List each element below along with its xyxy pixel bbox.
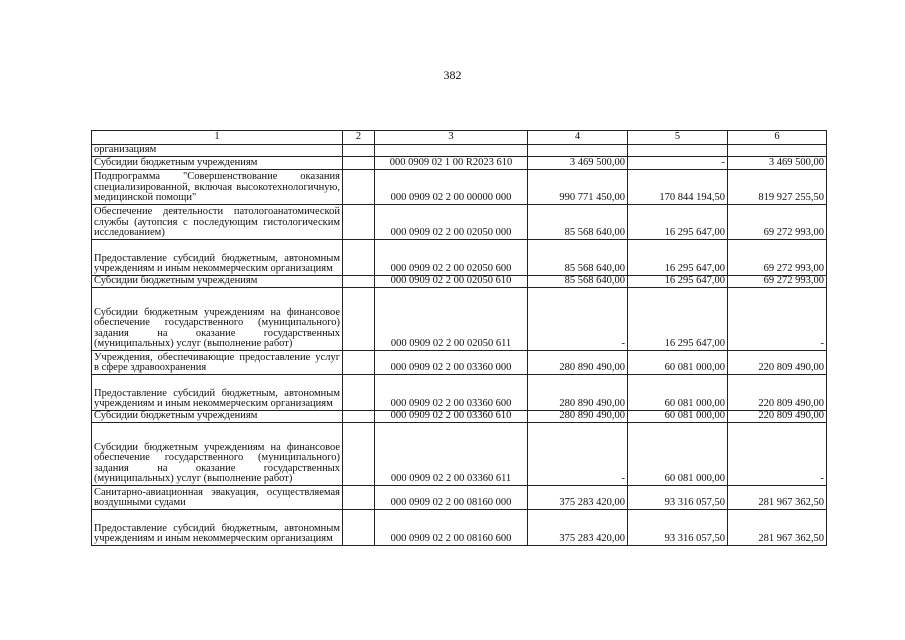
row-approved-cell: 375 283 420,00 — [528, 485, 628, 509]
table-row — [92, 275, 827, 287]
row-col6-cell: 220 809 490,00 — [728, 410, 827, 422]
row-col2-cell — [343, 204, 375, 239]
row-name-cell: Субсидии бюджетным учреждениям — [92, 275, 343, 287]
row-col6-cell: 819 927 255,50 — [728, 169, 827, 204]
row-col5-cell: 16 295 647,00 — [628, 204, 728, 239]
row-code-cell: 000 0909 02 2 00 03360 000 — [375, 350, 528, 374]
row-code-cell: 000 0909 02 2 00 03360 610 — [375, 410, 528, 422]
table-row — [92, 169, 827, 204]
row-code-cell: 000 0909 02 2 00 02050 611 — [375, 287, 528, 350]
row-col5-cell: 93 316 057,50 — [628, 485, 728, 509]
row-name-cell: Субсидии бюджетным учреждениям на финансовое обеспечение государственного (муниципального) задания на оказание государственных (муниципальных) услуг (выполнение работ) — [92, 287, 343, 350]
row-col2-cell — [343, 145, 375, 157]
table-row — [92, 350, 827, 374]
column-header: 4 — [528, 131, 628, 145]
row-approved-cell: - — [528, 287, 628, 350]
row-code-cell: 000 0909 02 2 00 00000 000 — [375, 169, 528, 204]
row-code-cell: 000 0909 02 2 00 08160 600 — [375, 509, 528, 545]
row-col2-cell — [343, 422, 375, 485]
row-col5-cell: 60 081 000,00 — [628, 410, 728, 422]
row-code-cell: 000 0909 02 2 00 02050 610 — [375, 275, 528, 287]
table-row — [92, 145, 827, 157]
row-col5-cell: 60 081 000,00 — [628, 374, 728, 410]
row-col5-cell: - — [628, 156, 728, 169]
row-code-cell: 000 0909 02 2 00 08160 000 — [375, 485, 528, 509]
row-col6-cell: 281 967 362,50 — [728, 485, 827, 509]
row-code-cell: 000 0909 02 2 00 03360 600 — [375, 374, 528, 410]
row-name-cell: Учреждения, обеспечивающие предоставление услуг в сфере здравоохранения — [92, 350, 343, 374]
row-col2-cell — [343, 509, 375, 545]
row-col2-cell — [343, 169, 375, 204]
row-approved-cell: 280 890 490,00 — [528, 374, 628, 410]
row-name-cell: Предоставление субсидий бюджетным, автономным учреждениям и иным некоммерческим организациям — [92, 239, 343, 275]
table-row — [92, 509, 827, 545]
row-col5-cell: 16 295 647,00 — [628, 239, 728, 275]
row-col2-cell — [343, 410, 375, 422]
table-row — [92, 410, 827, 422]
row-code-cell: 000 0909 02 1 00 R2023 610 — [375, 156, 528, 169]
table-row — [92, 485, 827, 509]
row-col6-cell: 281 967 362,50 — [728, 509, 827, 545]
column-header: 3 — [375, 131, 528, 145]
row-approved-cell: 85 568 640,00 — [528, 204, 628, 239]
row-name-cell: Субсидии бюджетным учреждениям — [92, 410, 343, 422]
column-header: 2 — [343, 131, 375, 145]
row-name-cell: Обеспечение деятельности патологоанатомической службы (аутопсия с последующим гистологическим исследованием) — [92, 204, 343, 239]
row-name-cell: Предоставление субсидий бюджетным, автономным учреждениям и иным некоммерческим организациям — [92, 509, 343, 545]
row-col6-cell: - — [728, 287, 827, 350]
table-row — [92, 422, 827, 485]
page-number: 382 — [443, 68, 462, 82]
row-col6-cell: 3 469 500,00 — [728, 156, 827, 169]
row-approved-cell: 85 568 640,00 — [528, 275, 628, 287]
row-col5-cell: 16 295 647,00 — [628, 287, 728, 350]
row-approved-cell — [528, 145, 628, 157]
row-approved-cell: 990 771 450,00 — [528, 169, 628, 204]
row-col2-cell — [343, 239, 375, 275]
column-header: 5 — [628, 131, 728, 145]
row-code-cell: 000 0909 02 2 00 02050 600 — [375, 239, 528, 275]
row-code-cell: 000 0909 02 2 00 03360 611 — [375, 422, 528, 485]
row-col5-cell: 170 844 194,50 — [628, 169, 728, 204]
row-col5-cell — [628, 145, 728, 157]
column-header: 6 — [728, 131, 827, 145]
row-col5-cell: 60 081 000,00 — [628, 422, 728, 485]
row-col6-cell: 220 809 490,00 — [728, 350, 827, 374]
row-approved-cell: 85 568 640,00 — [528, 239, 628, 275]
column-header: 1 — [92, 131, 343, 145]
row-col2-cell — [343, 287, 375, 350]
table-row — [92, 239, 827, 275]
table-row — [92, 204, 827, 239]
row-approved-cell: - — [528, 422, 628, 485]
row-col5-cell: 60 081 000,00 — [628, 350, 728, 374]
row-col6-cell: 69 272 993,00 — [728, 275, 827, 287]
table-row — [92, 374, 827, 410]
row-col2-cell — [343, 350, 375, 374]
row-col5-cell: 93 316 057,50 — [628, 509, 728, 545]
row-name-cell: Предоставление субсидий бюджетным, автономным учреждениям и иным некоммерческим организациям — [92, 374, 343, 410]
row-col2-cell — [343, 156, 375, 169]
row-col2-cell — [343, 275, 375, 287]
row-code-cell — [375, 145, 528, 157]
table-row — [92, 156, 827, 169]
row-col6-cell: - — [728, 422, 827, 485]
row-approved-cell: 375 283 420,00 — [528, 509, 628, 545]
row-name-cell: Санитарно-авиационная эвакуация, осуществляемая воздушными судами — [92, 485, 343, 509]
row-name-cell: Субсидии бюджетным учреждениям — [92, 156, 343, 169]
row-name-cell: Субсидии бюджетным учреждениям на финансовое обеспечение государственного (муниципального) задания на оказание государственных (муниципальных) услуг (выполнение работ) — [92, 422, 343, 485]
row-col6-cell: 69 272 993,00 — [728, 204, 827, 239]
row-name-cell: Подпрограмма "Совершенствование оказания специализированной, включая высокотехнологичную, медицинской помощи" — [92, 169, 343, 204]
row-name-cell: организациям — [92, 145, 343, 157]
row-col5-cell: 16 295 647,00 — [628, 275, 728, 287]
budget-table — [91, 130, 827, 546]
table-row — [92, 287, 827, 350]
row-col6-cell — [728, 145, 827, 157]
row-col2-cell — [343, 374, 375, 410]
row-code-cell: 000 0909 02 2 00 02050 000 — [375, 204, 528, 239]
row-col6-cell: 69 272 993,00 — [728, 239, 827, 275]
header-row — [92, 131, 827, 145]
row-col2-cell — [343, 485, 375, 509]
row-approved-cell: 280 890 490,00 — [528, 350, 628, 374]
row-col6-cell: 220 809 490,00 — [728, 374, 827, 410]
row-approved-cell: 3 469 500,00 — [528, 156, 628, 169]
row-approved-cell: 280 890 490,00 — [528, 410, 628, 422]
